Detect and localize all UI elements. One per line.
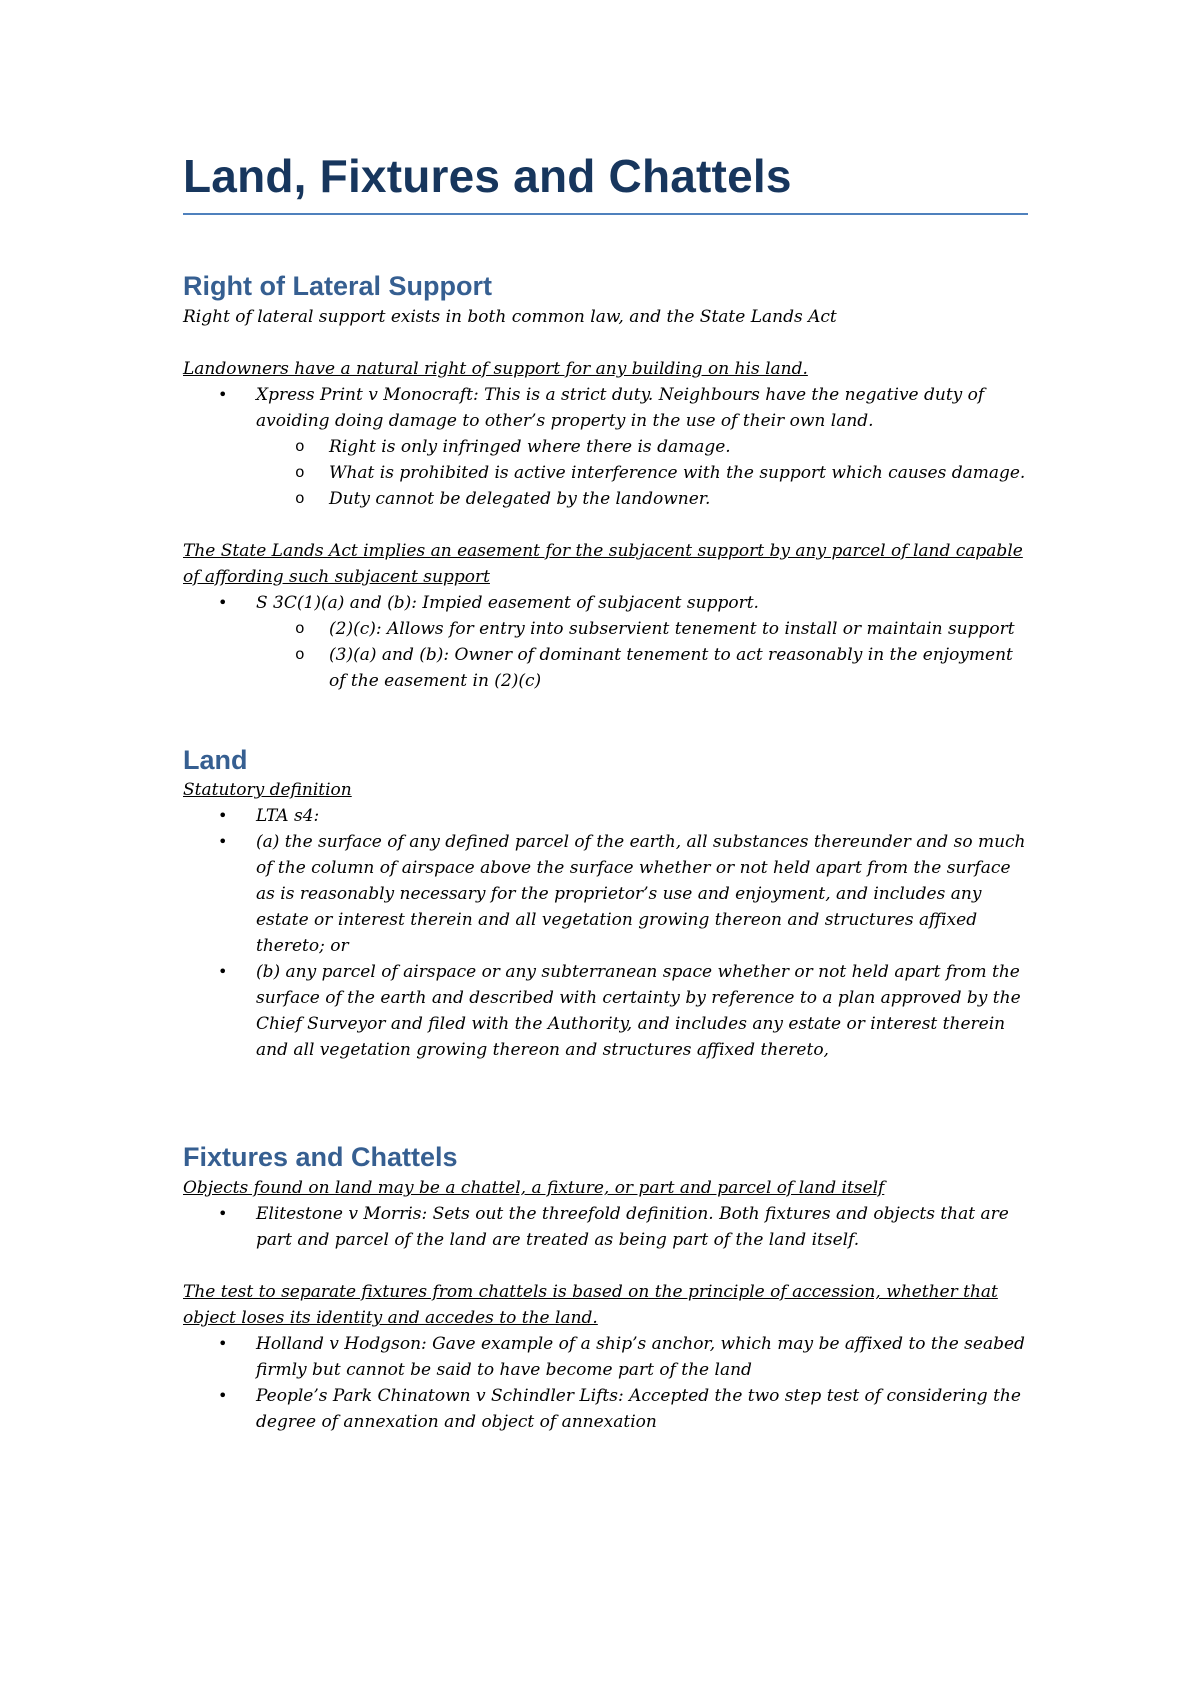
- list-item: [183, 642, 1028, 694]
- sub-bullet-marker: o: [295, 437, 305, 456]
- bullet-text: (a) the surface of any defined parcel of the earth, all substances thereunder and so much of the column of airspace above the surface whether or not held apart from the surface as is reasonably necessary for the proprietor’s use and enjoyment, and includes any estate or interest therein and all vegetation growing thereon and structures affixed thereto; or: [256, 832, 1026, 957]
- bullet-text: Xpress Print v Monocraft: This is a strict duty. Neighbours have the negative duty of avoiding doing damage to other’s property in the use of their own land.: [256, 384, 985, 431]
- document-page: [183, 150, 1028, 1435]
- land-subheading-statutory-definition: Statutory definition: [183, 780, 352, 801]
- bullet-text: Elitestone v Morris: Sets out the threefold definition. Both fixtures and objects that are part and parcel of the land are treated as being part of the land itself.: [256, 1204, 1009, 1251]
- sub-bullet-text: What is prohibited is active interference with the support which causes damage.: [329, 462, 1026, 483]
- list-item: [183, 460, 1028, 486]
- list-item: [183, 959, 1028, 1063]
- heading-land: Land: [183, 744, 248, 775]
- list-item: [183, 1383, 1028, 1435]
- sub-bullet-marker: o: [295, 489, 305, 508]
- list-item: [183, 1201, 1028, 1253]
- sub-bullet-text: Duty cannot be delegated by the landowner.: [329, 488, 711, 509]
- bullet-marker: •: [218, 384, 228, 404]
- lateral-subheading-state-lands-act: The State Lands Act implies an easement for the subjacent support by any parcel of land capable of affording such subjacent support: [183, 540, 1023, 587]
- sub-bullet-text: (3)(a) and (b): Owner of dominant tenement to act reasonably in the enjoyment of the easement in (2)(c): [329, 644, 1013, 691]
- bullet-text: Holland v Hodgson: Gave example of a ship’s anchor, which may be affixed to the seabed firmly but cannot be said to have become part of the land: [256, 1334, 1025, 1381]
- lateral-list-2: [183, 590, 1028, 694]
- list-item: [183, 590, 1028, 616]
- bullet-marker: •: [218, 832, 228, 852]
- sub-bullet-marker: o: [295, 645, 305, 664]
- fixtures-subheading-objects: Objects found on land may be a chattel, a fixture, or part and parcel of land itself: [183, 1178, 885, 1199]
- bullet-marker: •: [218, 1204, 228, 1224]
- document-title: Land, Fixtures and Chattels: [183, 150, 1028, 215]
- bullet-text: People’s Park Chinatown v Schindler Lifts: Accepted the two step test of considering the degree of annexation and object of annexation: [256, 1386, 1021, 1433]
- fixtures-list-2: [183, 1331, 1028, 1435]
- list-item: [183, 382, 1028, 434]
- fixtures-subheading-accession-test: The test to separate fixtures from chattels is based on the principle of accession, whether that object loses its identity and accedes to the land.: [183, 1282, 998, 1329]
- lateral-subheading-natural-right: Landowners have a natural right of support for any building on his land.: [183, 358, 808, 379]
- bullet-text: LTA s4:: [256, 806, 320, 827]
- list-item: [183, 616, 1028, 642]
- list-item: [183, 486, 1028, 512]
- bullet-marker: •: [218, 962, 228, 982]
- bullet-marker: •: [218, 806, 228, 826]
- list-item: [183, 1331, 1028, 1383]
- sub-bullet-marker: o: [295, 619, 305, 638]
- bullet-marker: •: [218, 1386, 228, 1406]
- bullet-text: S 3C(1)(a) and (b): Impied easement of subjacent support.: [256, 592, 759, 613]
- lateral-list-1: [183, 382, 1028, 512]
- sub-bullet-text: (2)(c): Allows for entry into subservient tenement to install or maintain support: [329, 618, 1015, 639]
- sub-bullet-text: Right is only infringed where there is damage.: [329, 436, 731, 457]
- land-list: [183, 803, 1028, 1063]
- sub-bullet-marker: o: [295, 463, 305, 482]
- lateral-intro: Right of lateral support exists in both common law, and the State Lands Act: [183, 306, 837, 327]
- fixtures-list-1: [183, 1201, 1028, 1253]
- heading-right-of-lateral-support: Right of Lateral Support: [183, 270, 492, 301]
- bullet-marker: •: [218, 592, 228, 612]
- list-item: [183, 803, 1028, 829]
- list-item: [183, 829, 1028, 959]
- bullet-text: (b) any parcel of airspace or any subterranean space whether or not held apart from the surface of the earth and described with certainty by reference to a plan approved by the Chief Surveyor and filed with the Authority, and includes any estate or interest therein and all vegetation growing thereon and structures affixed thereto,: [256, 962, 1021, 1061]
- bullet-marker: •: [218, 1334, 228, 1354]
- list-item: [183, 434, 1028, 460]
- heading-fixtures-and-chattels: Fixtures and Chattels: [183, 1142, 458, 1173]
